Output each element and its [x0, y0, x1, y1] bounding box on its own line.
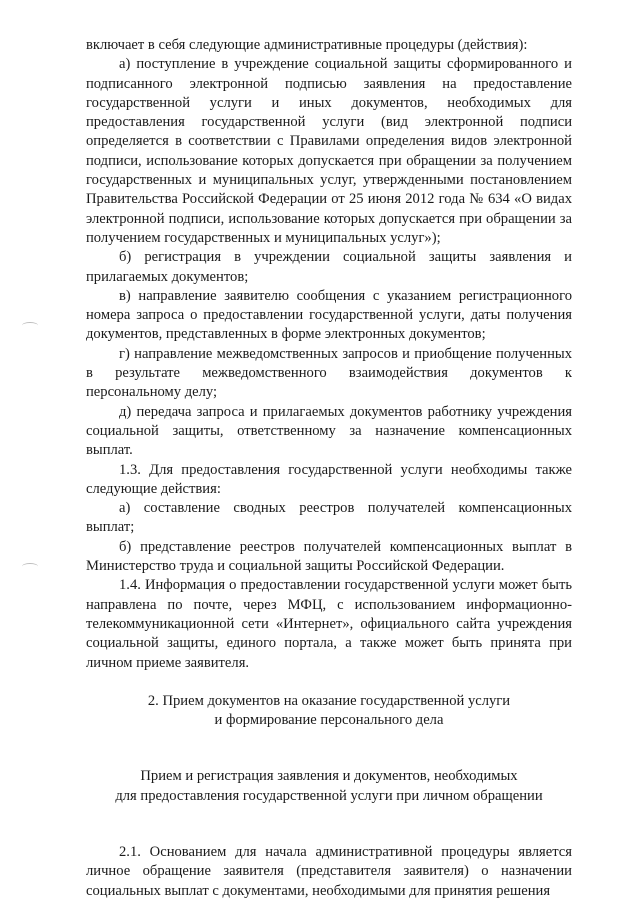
clause-2-1: 2.1. Основанием для начала административной процедуры является личное обращение заявителя (представителя заявителя) о назначении социальных выплат с документами, необходимыми для принятия решения [86, 843, 572, 899]
punch-hole-mark [22, 563, 38, 570]
section-2-title-line-2: и формирование персонального дела [214, 712, 444, 729]
document-page [86, 36, 572, 901]
clause-1-4: 1.4. Информация о предоставлении государственной услуги может быть направлена по почте, через МФЦ, с использованием информационно-телекоммуникационной сети «Интернет», официального сайта учреждения социальной защиты, единого портала, а также может быть принята при личном приеме заявителя. [86, 577, 572, 671]
subsection-title-line-1: Прием и регистрация заявления и документов, необходимых [140, 768, 518, 785]
list-item-g: г) направление межведомственных запросов и приобщение полученных в результате межведомственного взаимодействия документов к персональному делу; [86, 345, 572, 401]
list-item-b: б) регистрация в учреждении социальной защиты заявления и прилагаемых документов; [86, 249, 572, 285]
section-2-title-line-1: 2. Прием документов на оказание государственной услуги [147, 692, 511, 709]
subsection-heading [86, 767, 572, 806]
subsection-title-line-2: для предоставления государственной услуги при личном обращении [115, 787, 543, 804]
punch-hole-mark [22, 322, 38, 329]
intro-paragraph: включает в себя следующие административные процедуры (действия): [86, 37, 528, 53]
list-item-1-3-a: а) составление сводных реестров получателей компенсационных выплат; [86, 500, 572, 536]
section-2-heading [86, 692, 572, 731]
list-item-d: д) передача запроса и прилагаемых документов работнику учреждения социальной защиты, ответственному за назначение компенсационных выплат. [86, 403, 572, 459]
list-item-1-3-b: б) представление реестров получателей компенсационных выплат в Министерство труда и социальной защиты Российской Федерации. [86, 538, 572, 575]
list-item-v: в) направление заявителю сообщения с указанием регистрационного номера запроса о предоставлении государственной услуги, даты получения документов, представленных в форме электронных документов; [86, 287, 572, 343]
clause-1-3: 1.3. Для предоставления государственной услуги необходимы также следующие действия: [86, 461, 572, 497]
list-item-a: а) поступление в учреждение социальной защиты сформированного и подписанного электронной подписью заявления на предоставление государственной услуги и иных документов, необходимых для предоставления государственной услуги (вид электронной подписи определяется в соответствии с Правилами определения видов электронной подписи, использование которых допускается при обращении за получением государственных и муниципальных услуг, утвержденными постановлением Правительства Российской Федерации от 25 июня 2012 года № 634 «О видах электронной подписи, использование которых допускается при обращении за получением государственных и муниципальных услуг»); [86, 56, 572, 246]
